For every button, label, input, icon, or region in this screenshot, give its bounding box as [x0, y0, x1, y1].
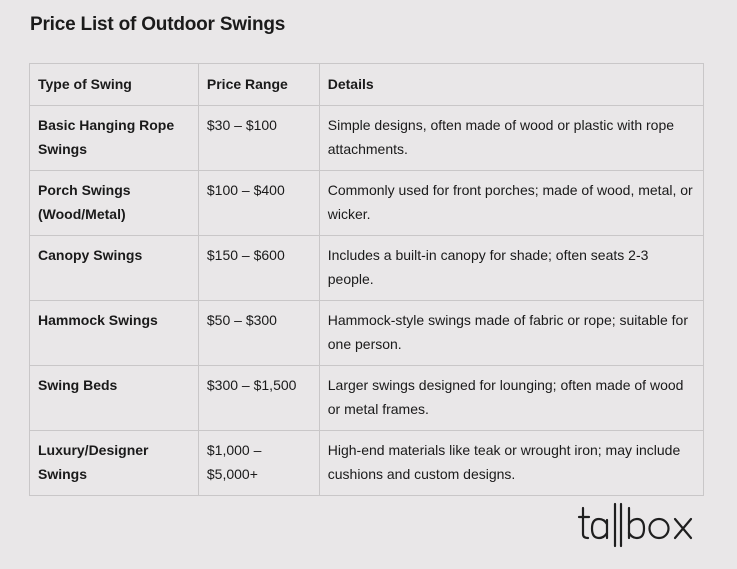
header-type-of-swing: Type of Swing [30, 64, 199, 106]
cell-price: $1,000 – $5,000+ [198, 431, 319, 496]
tallbox-logo [577, 500, 701, 548]
page-title: Price List of Outdoor Swings [30, 14, 286, 35]
price-table [29, 63, 704, 496]
table-body [30, 106, 704, 496]
table-row [30, 301, 704, 366]
table-row [30, 366, 704, 431]
cell-type: Porch Swings (Wood/Metal) [30, 171, 199, 236]
table-row [30, 106, 704, 171]
cell-type: Luxury/Designer Swings [30, 431, 199, 496]
table-row [30, 171, 704, 236]
cell-price: $30 – $100 [198, 106, 319, 171]
header-details: Details [319, 64, 703, 106]
cell-details: High-end materials like teak or wrought iron; may include cushions and custom designs. [319, 431, 703, 496]
cell-price: $50 – $300 [198, 301, 319, 366]
cell-price: $300 – $1,500 [198, 366, 319, 431]
cell-price: $100 – $400 [198, 171, 319, 236]
cell-type: Hammock Swings [30, 301, 199, 366]
cell-details: Hammock-style swings made of fabric or rope; suitable for one person. [319, 301, 703, 366]
header-price-range: Price Range [198, 64, 319, 106]
table-header [30, 64, 704, 106]
cell-type: Canopy Swings [30, 236, 199, 301]
cell-type: Basic Hanging Rope Swings [30, 106, 199, 171]
cell-details: Commonly used for front porches; made of wood, metal, or wicker. [319, 171, 703, 236]
cell-details: Simple designs, often made of wood or plastic with rope attachments. [319, 106, 703, 171]
cell-details: Larger swings designed for lounging; often made of wood or metal frames. [319, 366, 703, 431]
table-row [30, 431, 704, 496]
table-row [30, 236, 704, 301]
cell-price: $150 – $600 [198, 236, 319, 301]
header-row [30, 64, 704, 106]
cell-details: Includes a built-in canopy for shade; often seats 2-3 people. [319, 236, 703, 301]
cell-type: Swing Beds [30, 366, 199, 431]
